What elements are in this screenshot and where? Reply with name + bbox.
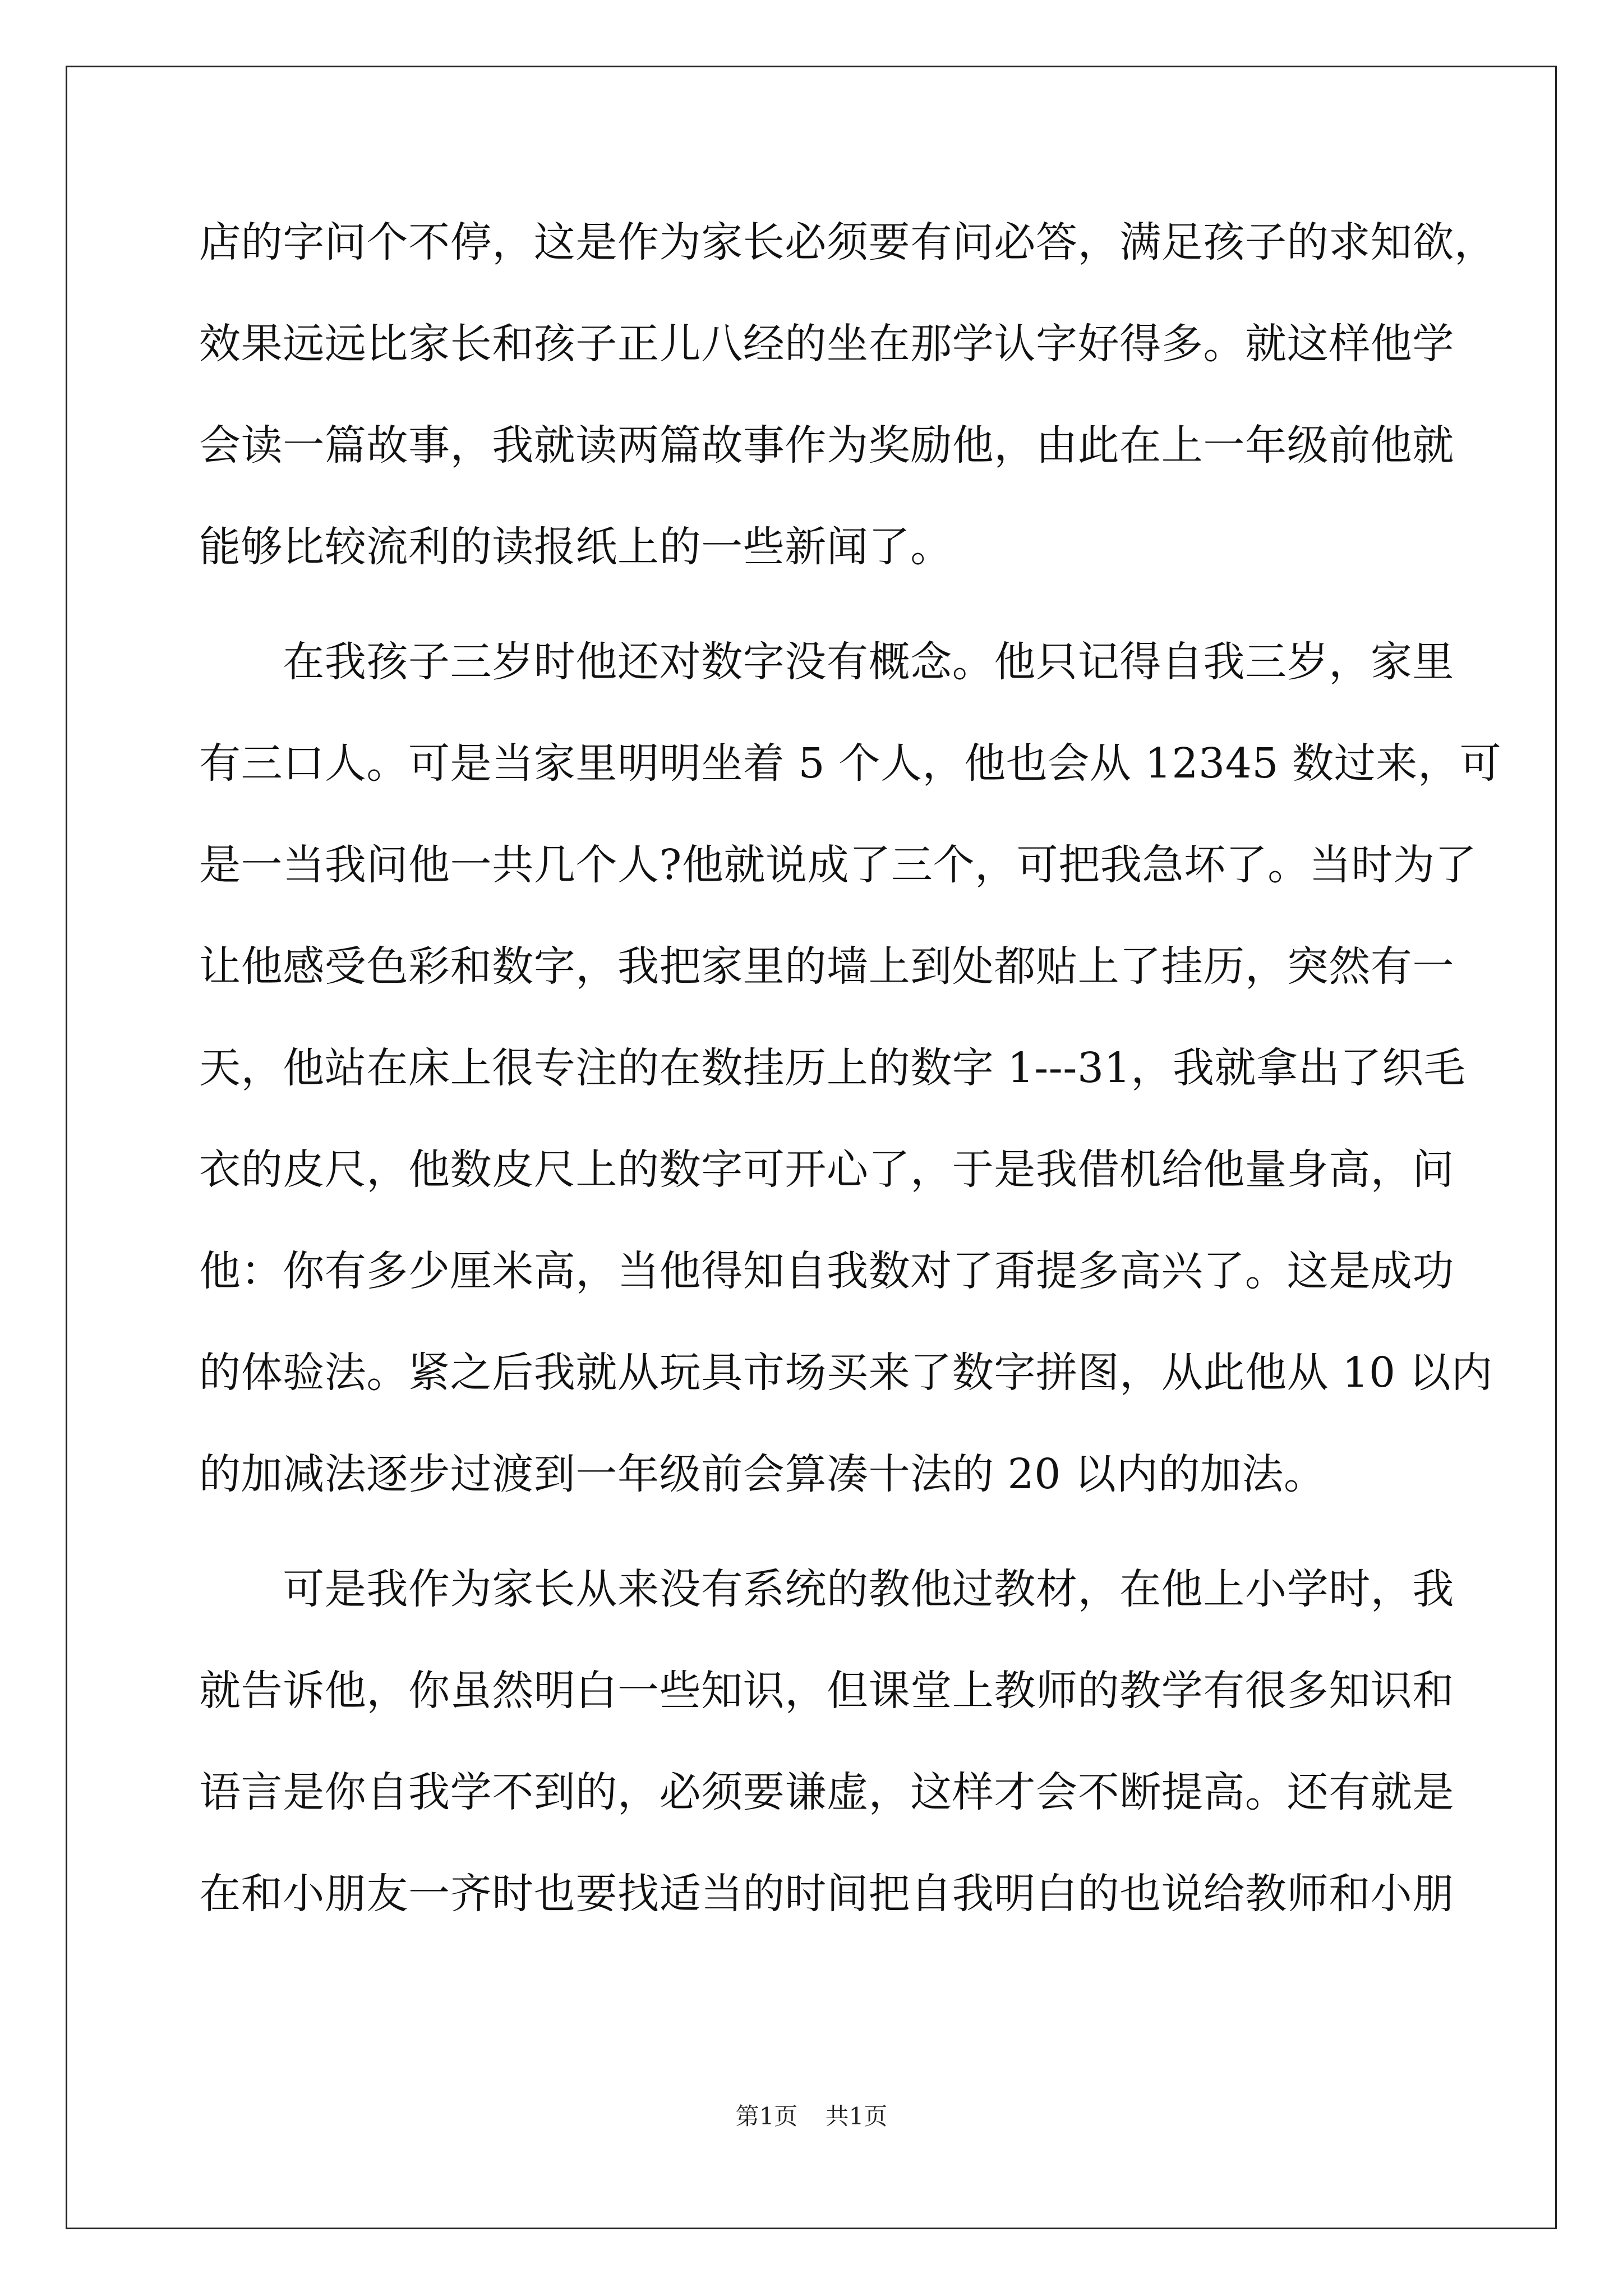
- text-line: 在和小朋友一齐时也要找适当的时间把自我明白的也说给教师和小朋: [199, 1870, 1454, 1918]
- text-line: 会读一篇故事，我就读两篇故事作为奖励他，由此在上一年级前他就: [199, 421, 1454, 470]
- text-line: 语言是你自我学不到的，必须要谦虚，这样才会不断提高。还有就是: [199, 1768, 1454, 1816]
- page-number: 第1页: [735, 2102, 798, 2130]
- paragraph: [199, 611, 1502, 1525]
- text-line: 天，他站在床上很专注的在数挂历上的数字 1---31，我就拿出了织毛: [199, 1044, 1466, 1092]
- text-line: 衣的皮尺，他数皮尺上的数字可开心了，于是我借机给他量身高，问: [199, 1145, 1454, 1194]
- text-line: 让他感受色彩和数字，我把家里的墙上到处都贴上了挂历，突然有一: [199, 942, 1454, 991]
- text-line: 有三口人。可是当家里明明坐着 5 个人，他也会从 12345 数过来，可: [199, 739, 1502, 788]
- total-pages: 共1页: [825, 2102, 888, 2130]
- text-line: 效果远远比家长和孩子正儿八经的坐在那学认字好得多。就这样他学: [199, 320, 1454, 368]
- text-line: 在我孩子三岁时他还对数字没有概念。他只记得自我三岁，家里: [199, 638, 1454, 686]
- paragraph: [199, 1539, 1454, 1945]
- text-line: 就告诉他，你虽然明白一些知识，但课堂上教师的教学有很多知识和: [199, 1667, 1454, 1715]
- text-line: 的加减法逐步过渡到一年级前会算凑十法的 20 以内的加法。: [199, 1450, 1326, 1498]
- page-footer: [0, 2098, 1623, 2132]
- document-body: [199, 192, 1502, 1945]
- paragraph: [199, 192, 1496, 598]
- text-line: 能够比较流利的读报纸上的一些新闻了。: [199, 523, 952, 571]
- text-line: 的体验法。紧之后我就从玩具市场买来了数字拼图，从此他从 10 以内: [199, 1349, 1493, 1397]
- text-line: 可是我作为家长从来没有系统的教他过教材，在他上小学时，我: [199, 1565, 1454, 1613]
- text-line: 是一当我问他一共几个人?他就说成了三个，可把我急坏了。当时为了: [199, 841, 1477, 889]
- text-line: 他：你有多少厘米高，当他得知自我数对了甭提多高兴了。这是成功: [199, 1247, 1454, 1295]
- text-line: 店的字问个不停，这是作为家长必须要有问必答，满足孩子的求知欲，: [199, 218, 1496, 266]
